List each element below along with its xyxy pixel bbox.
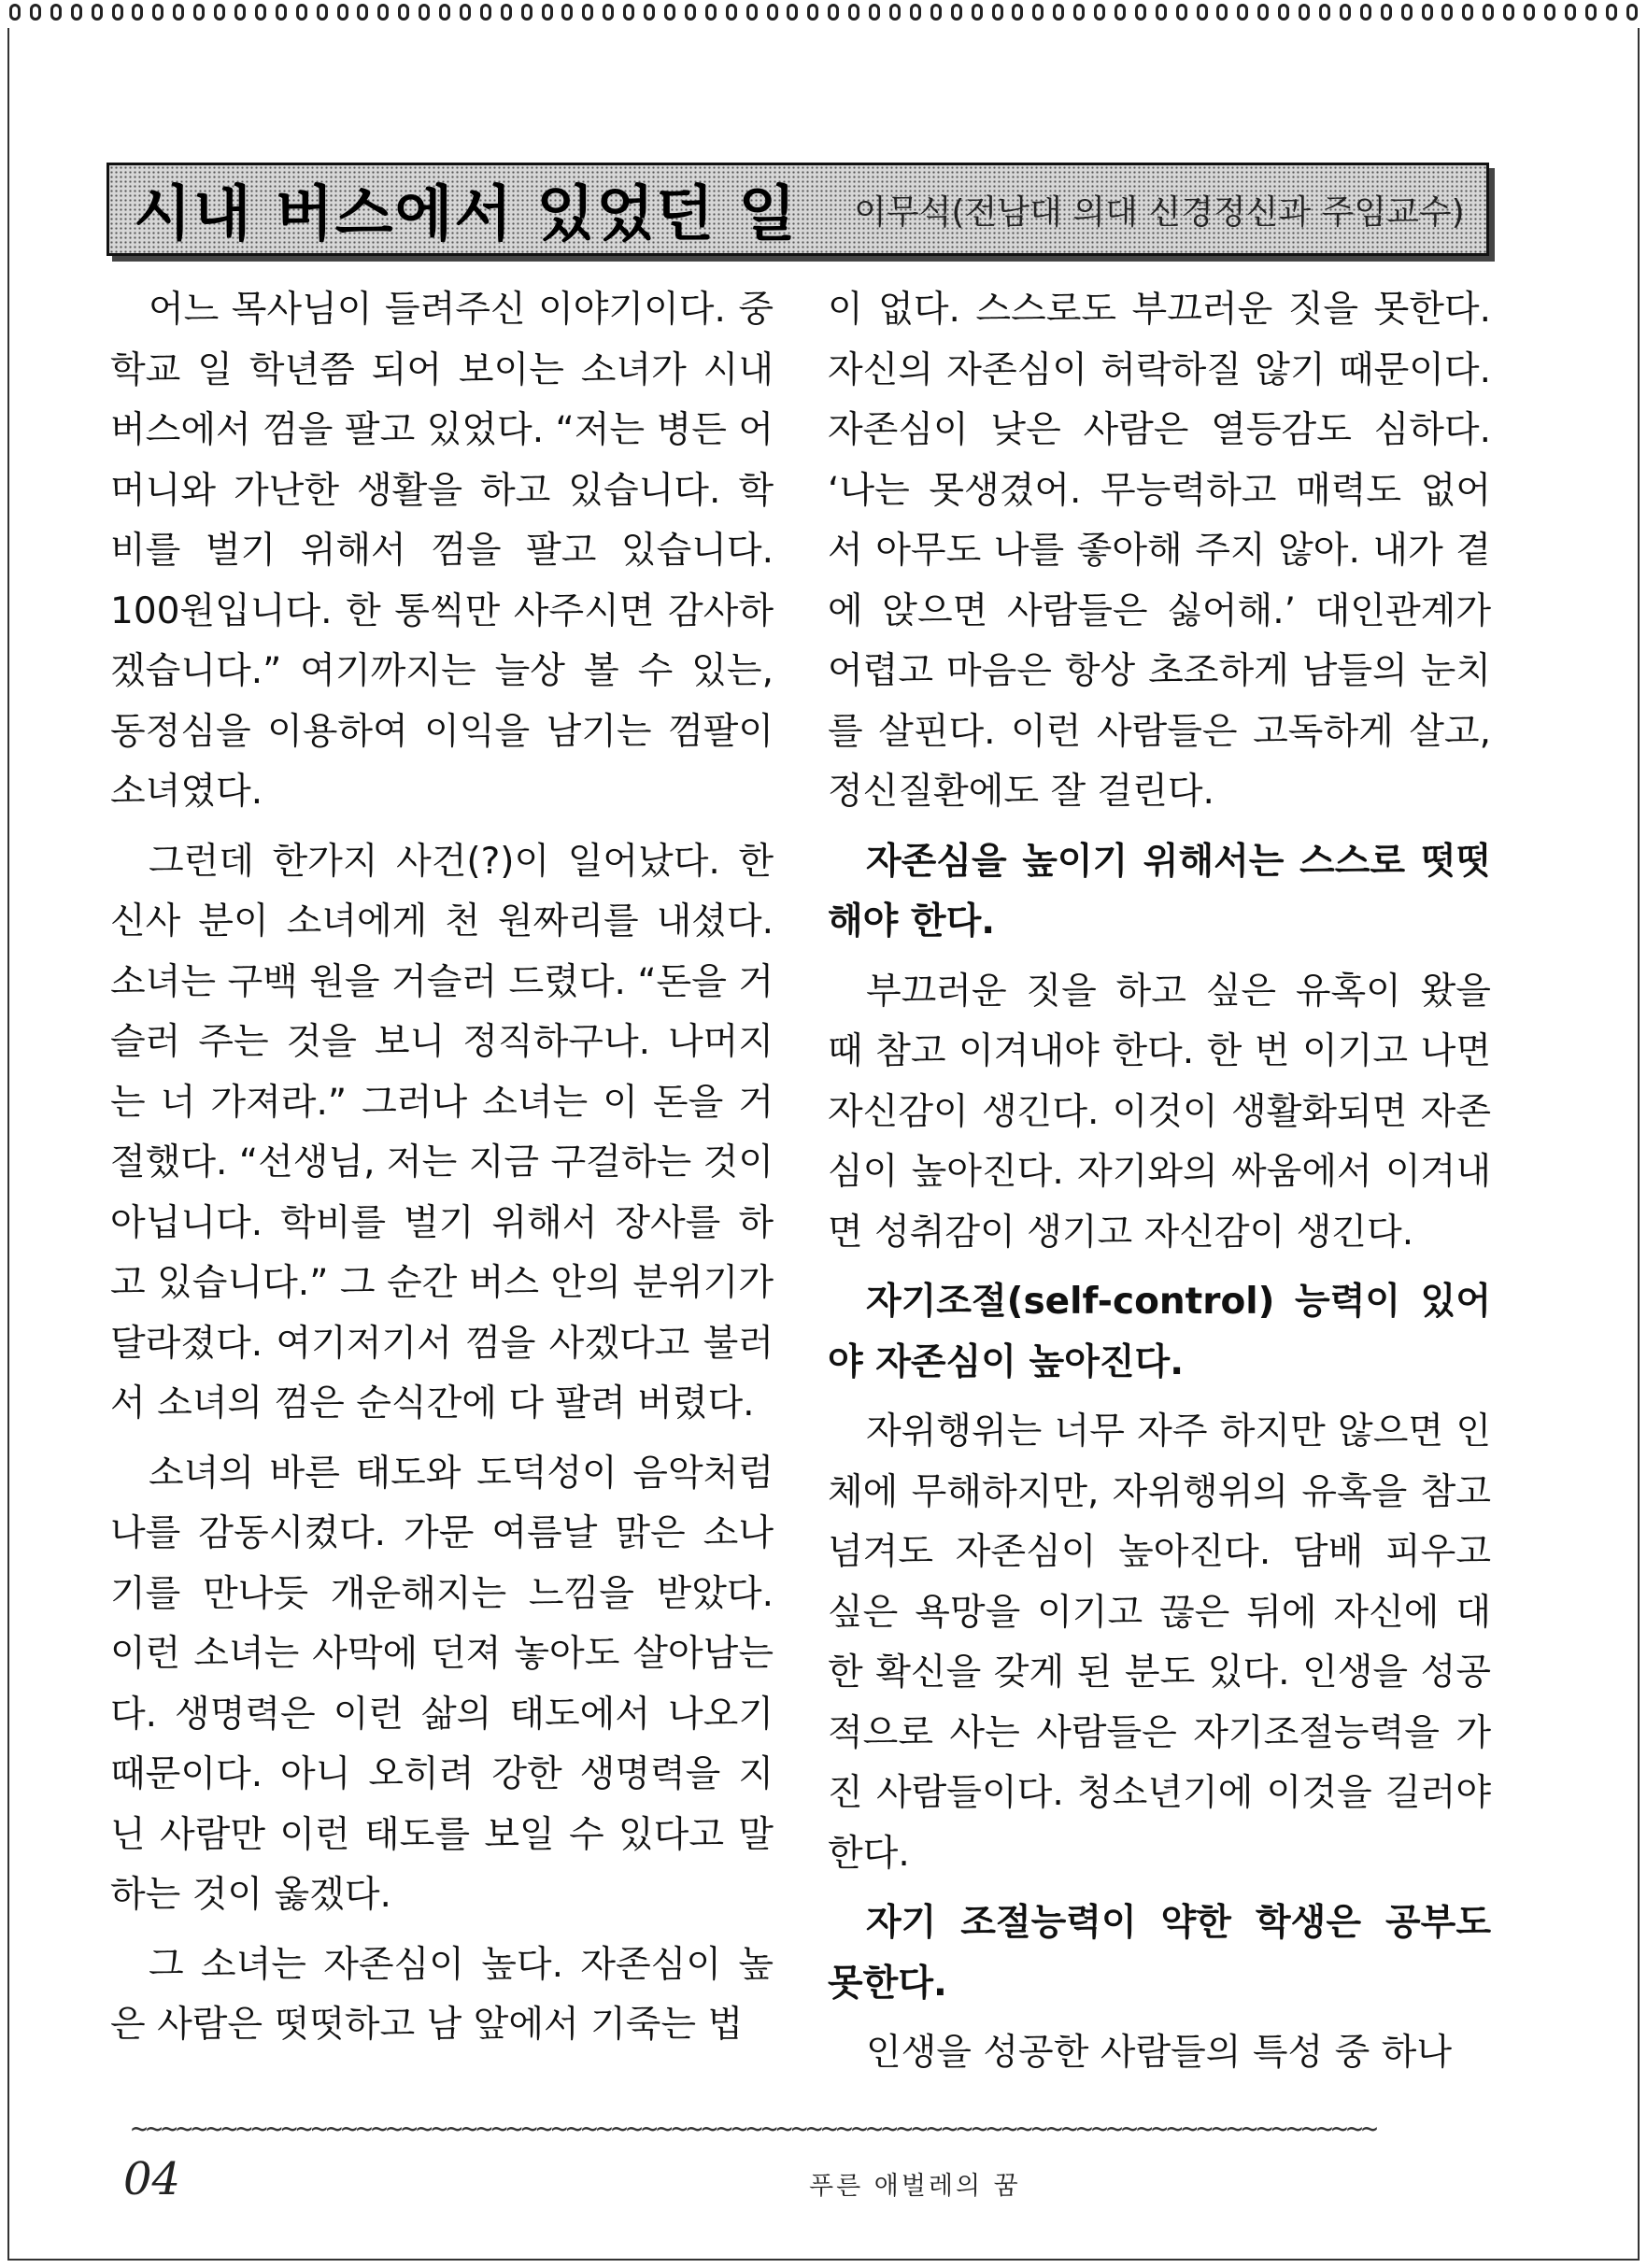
journal-name: 푸른 애벌레의 꿈 [809,2172,1021,2201]
paragraph: 어느 목사님이 들려주신 이야기이다. 중학교 일 학년쯤 되어 보이는 소녀가 시내 버스에서 껌을 팔고 있었다. “저는 병든 어머니와 가난한 생활을 하고 있습니다. 학비를 벌기 위해서 껌을 팔고 있습니다. 100원입니다. 한 통씩만 사주시면 감사하겠습니다.” 여기까지는 늘상 볼 수 있는, 동정심을 이용하여 이익을 남기는 껌팔이 소녀였다. [110,289,774,813]
paragraph: 그런데 한가지 사건(?)이 일어났다. 한 신사 분이 소녀에게 천 원짜리를 내셨다. 소녀는 구백 원을 거슬러 드렸다. “돈을 거슬러 주는 것을 보니 정직하구나. 나머지는 너 가져라.” 그러나 소녀는 이 돈을 거절했다. “선생님, 저는 지금 구걸하는 것이 아닙니다. 학비를 벌기 위해서 장사를 하고 있습니다.” 그 순간 버스 안의 분위기가 달라졌다. 여기저기서 껌을 사겠다고 불러서 소녀의 껌은 순식간에 다 팔려 버렸다. [110,840,774,1425]
page-number: 04 [123,2153,181,2205]
section-heading: 자기조절(self-control) 능력이 있어야 자존심이 높아진다. [828,1281,1491,1383]
article-title: 시내 버스에서 있었던 일 [134,180,799,249]
binding-spiral [0,0,1647,24]
article-title-bar [106,163,1489,256]
left-column [110,280,774,2065]
article-author: 이무석(전남대 의대 신경정신과 주임교수) [854,192,1465,232]
paragraph: 소녀의 바른 태도와 도덕성이 음악처럼 나를 감동시켰다. 가문 여름날 맑은 소나기를 만나듯 개운해지는 느낌을 받았다. 이런 소녀는 사막에 던져 놓아도 살아남는다. 생명력은 이런 삶의 태도에서 나오기 때문이다. 아니 오히려 강한 생명력을 지닌 사람만 이런 태도를 보일 수 있다고 말하는 것이 옳겠다. [110,1452,774,1916]
section-heading: 자존심을 높이기 위해서는 스스로 떳떳해야 한다. [828,840,1491,943]
section-heading: 자기 조절능력이 약한 학생은 공부도 못한다. [828,1902,1491,2005]
paragraph: 자위행위는 너무 자주 하지만 않으면 인체에 무해하지만, 자위행위의 유혹을 참고 넘겨도 자존심이 높아진다. 담배 피우고 싶은 욕망을 이기고 끊은 뒤에 자신에 대한 확신을 갖게 된 분도 있다. 인생을 성공적으로 사는 사람들은 자기조절능력을 가진 사람들이다. 청소년기에 이것을 길러야 한다. [828,1410,1491,1875]
paragraph: 그 소녀는 자존심이 높다. 자존심이 높은 사람은 떳떳하고 남 앞에서 기죽는 법 [110,1943,774,2046]
paragraph: 인생을 성공한 사람들의 특성 중 하나 [865,2032,1453,2074]
paragraph-continuation: 이 없다. 스스로도 부끄러운 짓을 못한다. 자신의 자존심이 허락하질 않기 때문이다. 자존심이 낮은 사람은 열등감도 심하다. ‘나는 못생겼어. 무능력하고 매력도 없어서 아무도 나를 좋아해 주지 않아. 내가 곁에 앉으면 사람들은 싫어해.’ 대인관계가 어렵고 마음은 항상 초조하게 남들의 눈치를 살핀다. 이런 사람들은 고독하게 살고, 정신질환에도 잘 걸린다. [828,289,1491,813]
footer-divider: ~~~~~~~~~~~~~~~~~~~~~~~~~~~~~~~~~~~~~~~~~~~~~~~~~~~~~~~~~~~~~~~~~~~~~~~~~~~~~~~~~~~ [131,2113,1377,2146]
right-column [828,280,1491,2093]
paragraph: 부끄러운 짓을 하고 싶은 유혹이 왔을 때 참고 이겨내야 한다. 한 번 이기고 나면 자신감이 생긴다. 이것이 생활화되면 자존심이 높아진다. 자기와의 싸움에서 이겨내면 성취감이 생기고 자신감이 생긴다. [828,970,1491,1254]
